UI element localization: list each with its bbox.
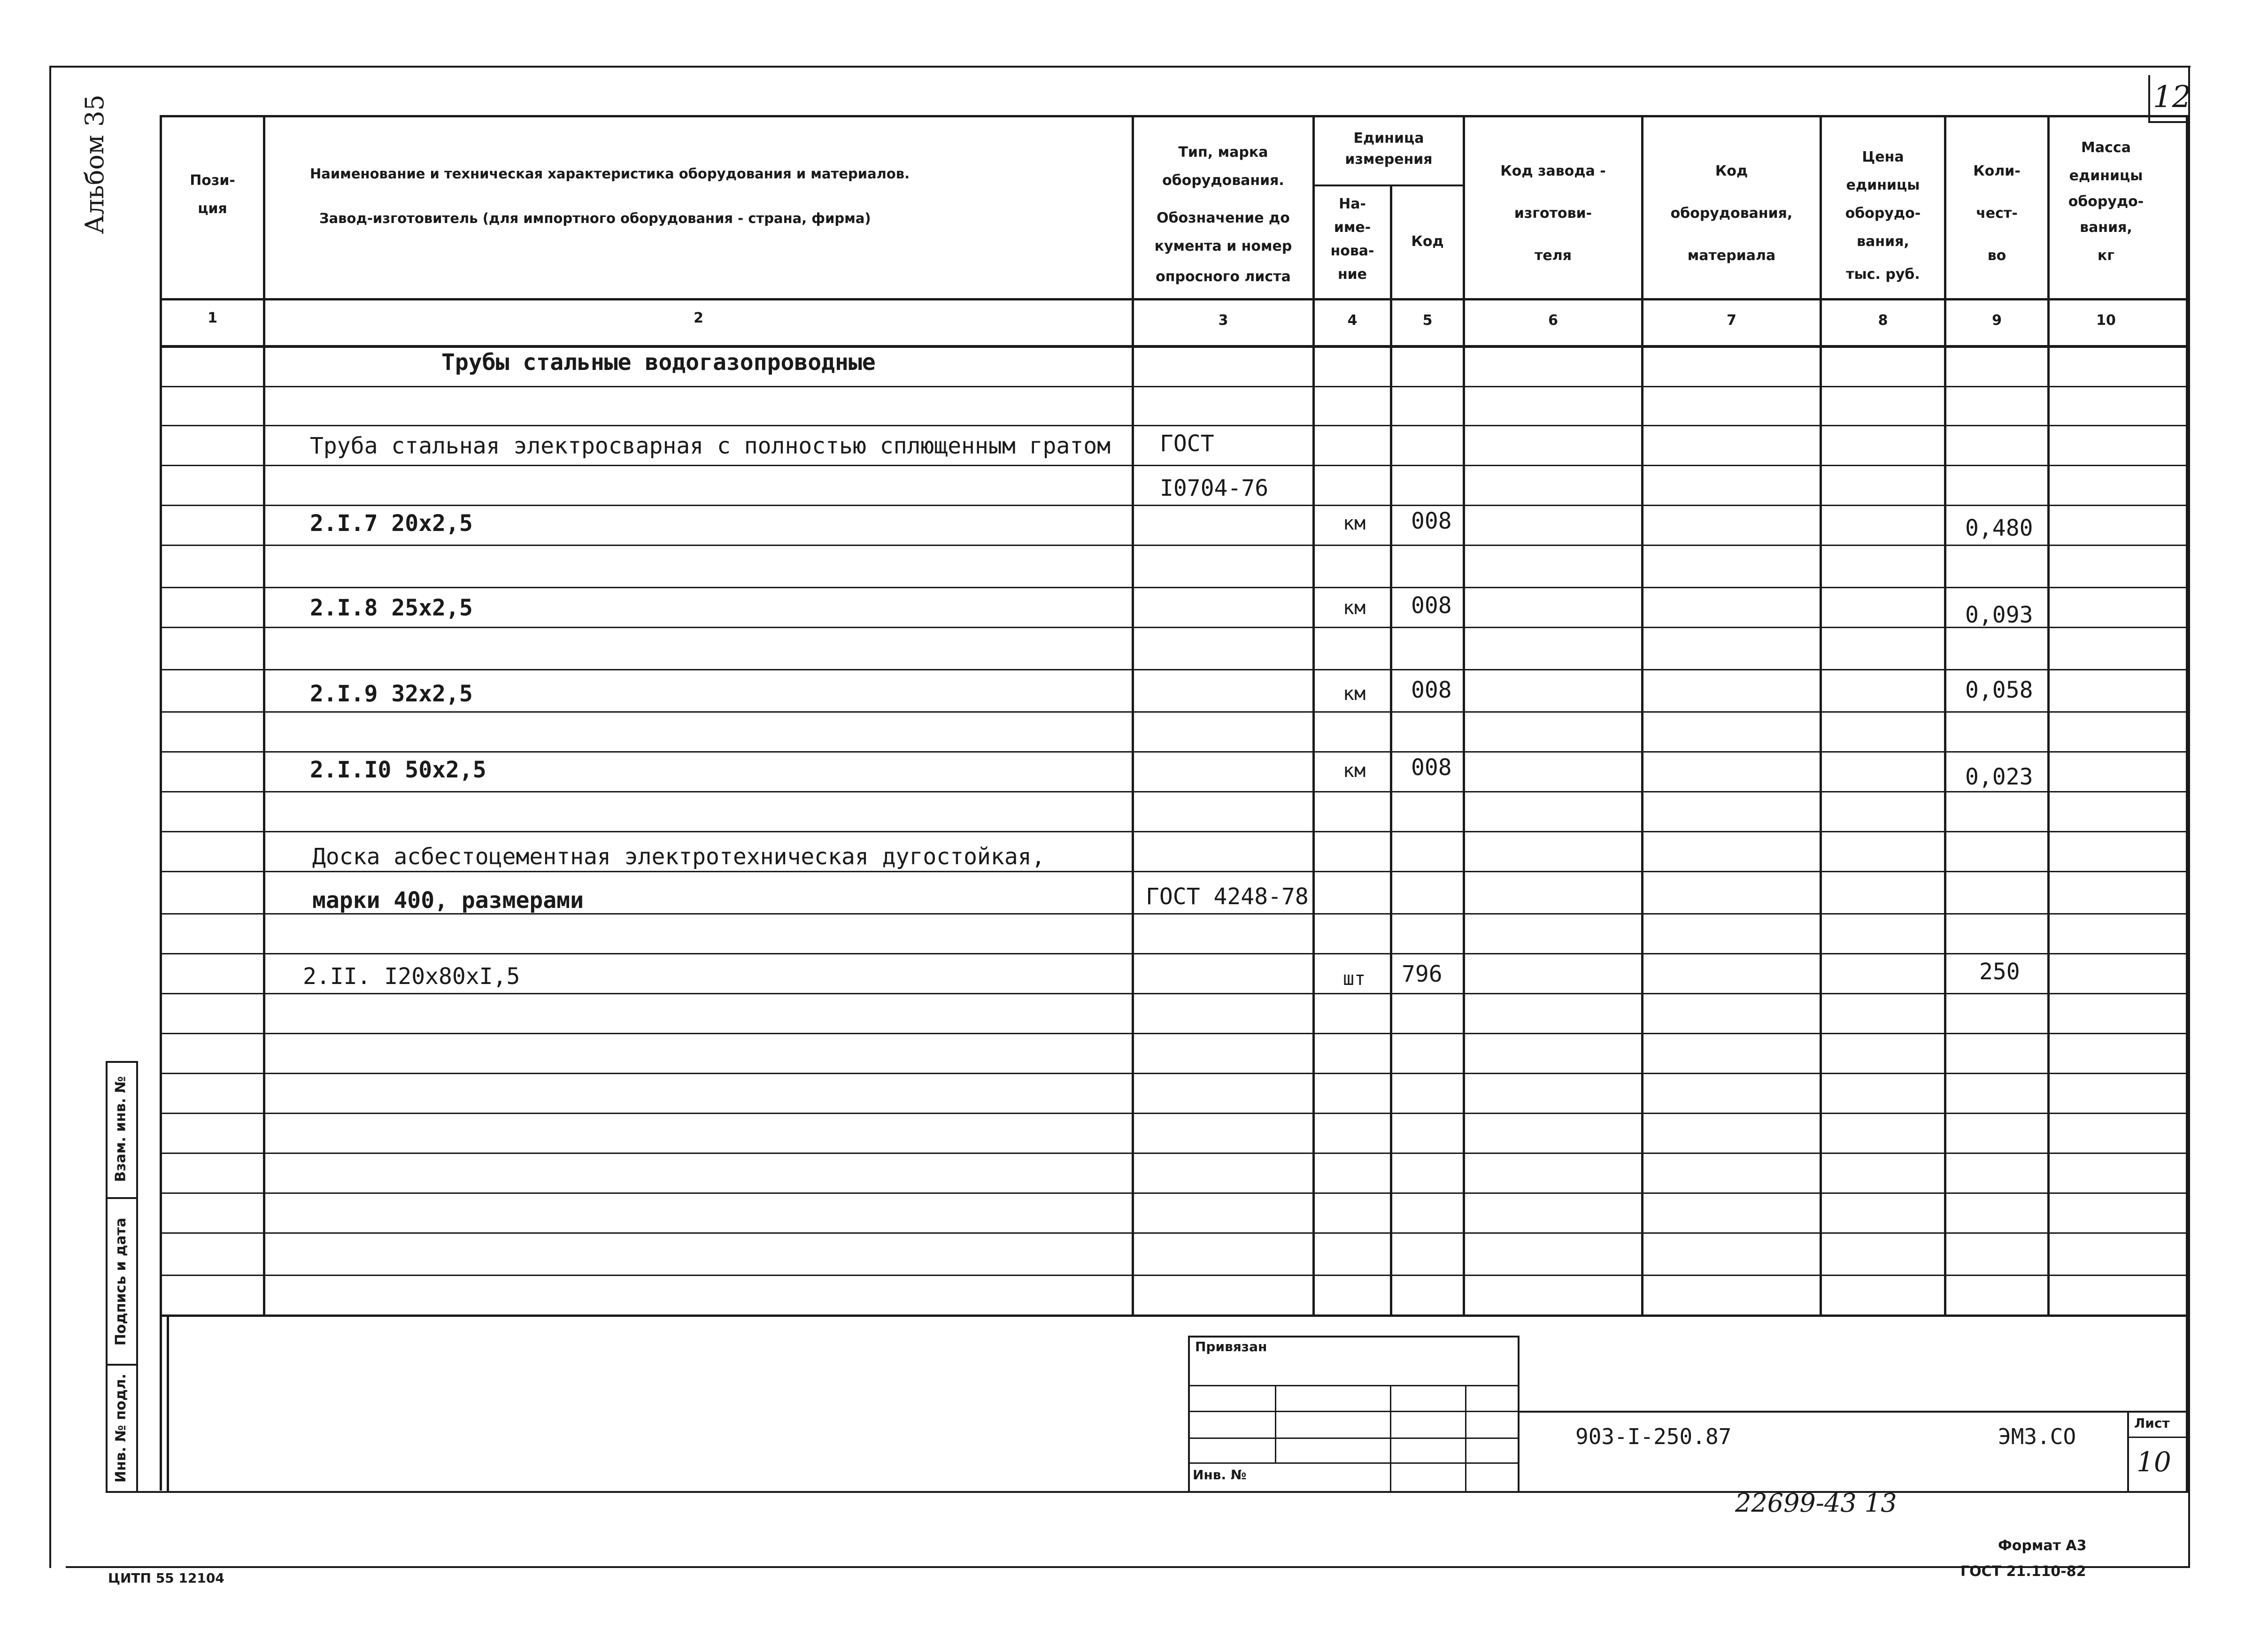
hdr-price-4: вания, [1857, 233, 1909, 250]
hdr-price-1: Цена [1862, 149, 1904, 165]
tb-col-1 [1275, 1385, 1276, 1462]
hdr-name-line2: Завод-изготовитель (для импортного оборудования - страна, фирма) [319, 210, 871, 226]
hdr-unit-name-3: нова- [1330, 243, 1374, 259]
table-body-bottom [160, 1314, 2188, 1317]
row-rule [162, 425, 2186, 426]
row-3-name: 2.I.7 20x2,5 [310, 510, 473, 537]
row-9-unit: шт [1343, 968, 1366, 990]
hdr-qty-3: во [1987, 247, 2006, 264]
hdr-equip-code-2: оборудования, [1670, 205, 1793, 222]
sheet-label: Лист [2134, 1415, 2170, 1431]
row-rule [162, 669, 2186, 670]
row-5-code: 008 [1411, 677, 1452, 703]
lower-block-left [167, 1314, 169, 1493]
tb-sheet-left [2127, 1411, 2129, 1493]
row-rule [162, 465, 2186, 466]
row-4-qty: 0,093 [1965, 602, 2033, 628]
tb-row-2 [1188, 1411, 1519, 1412]
hdr-unit-group-1: Единица [1353, 130, 1424, 146]
hdr-position-1: Пози- [190, 172, 235, 189]
hdr-equip-code-1: Код [1715, 163, 1748, 179]
handwritten-note: 22699-43 13 [1735, 1488, 1897, 1518]
hdr-mass-3: оборудо- [2068, 193, 2144, 210]
row-rule [162, 1113, 2186, 1114]
col-num-6: 6 [1548, 312, 1558, 329]
stamp-signature: Подпись и дата [113, 1217, 129, 1346]
hdr-type-2: оборудования. [1162, 172, 1284, 189]
col-sep-5 [1463, 115, 1465, 1317]
row-rule [162, 505, 2186, 506]
album-label: Альбом 35 [80, 94, 109, 234]
row-4-name: 2.I.8 25x2,5 [310, 595, 473, 621]
row-rule [162, 791, 2186, 792]
hdr-type-5: опросного листа [1156, 269, 1291, 285]
tb-top [1188, 1336, 1519, 1338]
hdr-mass-5: кг [2097, 247, 2115, 264]
row-5-qty: 0,058 [1965, 677, 2033, 703]
hdr-mass-1: Масса [2081, 139, 2131, 156]
tb-row-4 [1188, 1462, 1519, 1464]
stamp-linked: Привязан [1195, 1339, 1267, 1354]
side-strip-right [136, 1061, 138, 1493]
col-num-1: 1 [208, 310, 217, 326]
row-rule [162, 953, 2186, 954]
row-5-unit: км [1343, 683, 1366, 705]
format-label: Формат А3 [1998, 1537, 2087, 1554]
col-num-10: 10 [2096, 312, 2116, 329]
numbers-bottom [160, 345, 2188, 348]
header-bottom [160, 298, 2188, 300]
row-0-name: Трубы стальные водогазопроводные [441, 349, 876, 376]
hdr-unit-name-1: На- [1339, 196, 1366, 212]
row-1-name: Труба стальная электросварная с полностью сплющенным гратом [310, 433, 1111, 459]
row-rule [162, 871, 2186, 872]
hdr-type-4: кумента и номер [1154, 238, 1292, 254]
stamp-inv-no: Инв. № [1193, 1467, 1247, 1483]
row-8-name: марки 400, размерами [312, 887, 584, 914]
row-4-unit: км [1343, 597, 1366, 619]
outer-frame-right [2188, 66, 2190, 1568]
row-rule [162, 711, 2186, 713]
col-num-7: 7 [1727, 312, 1736, 329]
row-rule [162, 627, 2186, 628]
row-6-qty: 0,023 [1965, 764, 2033, 790]
hdr-unit-name-4: ние [1337, 266, 1367, 283]
doc-code: 903-I-250.87 [1575, 1424, 1732, 1449]
hdr-position-2: ция [198, 200, 227, 217]
page-box-bottom [2148, 121, 2188, 123]
tb-right [1518, 1336, 1520, 1493]
row-5-name: 2.I.9 32x2,5 [310, 681, 473, 707]
row-9-code: 796 [1402, 961, 1443, 987]
sheet-number: 10 [2137, 1446, 2171, 1478]
hdr-mass-2: единицы [2069, 168, 2143, 184]
col-sep-6 [1641, 115, 1643, 1317]
outer-frame-left [49, 66, 51, 1568]
col-num-4: 4 [1347, 312, 1358, 329]
col-num-3: 3 [1218, 312, 1228, 329]
row-3-code: 008 [1411, 508, 1452, 534]
hdr-name-line1: Наименование и техническая характеристика оборудования и материалов. [310, 166, 910, 182]
row-8-type: ГОСТ 4248-78 [1146, 884, 1309, 910]
tb-left [1188, 1336, 1190, 1493]
side-strip-left [106, 1061, 108, 1493]
printer-label: ЦИТП 55 12104 [108, 1570, 224, 1586]
row-3-unit: км [1343, 513, 1366, 534]
hdr-mfr-code-2: изготови- [1514, 205, 1592, 222]
hdr-mass-4: вания, [2080, 219, 2132, 236]
tb-col-2 [1390, 1385, 1391, 1493]
standard-label: ГОСТ 21.110-82 [1960, 1563, 2086, 1580]
row-rule [162, 1073, 2186, 1074]
hdr-unit-name-2: име- [1334, 219, 1371, 236]
col-sep-7 [1820, 115, 1822, 1317]
hdr-mfr-code-1: Код заводa - [1500, 163, 1606, 179]
hdr-unit-code: Код [1411, 233, 1444, 250]
row-rule [162, 1232, 2186, 1234]
table-top [160, 115, 2188, 117]
stamp-replace: Взам. инв. № [112, 1076, 129, 1182]
hdr-type-1: Тип, марка [1178, 144, 1268, 161]
row-rule [162, 587, 2186, 588]
row-rule [162, 1033, 2186, 1034]
row-1-type: ГОСТ [1160, 430, 1214, 457]
outer-frame-top [49, 66, 2191, 68]
stamp-inventory: Инв. № подл. [113, 1373, 129, 1483]
col-sep-8 [1944, 115, 1946, 1317]
row-rule [162, 831, 2186, 832]
tb-main-top [1518, 1411, 2188, 1413]
tb-row-3 [1188, 1437, 1519, 1439]
lower-block-right [2186, 115, 2188, 1493]
hdr-mfr-code-3: теля [1535, 247, 1572, 264]
row-7-name: Доска асбестоцементная электротехническая дугостойкая, [312, 844, 1045, 870]
row-6-unit: км [1343, 760, 1366, 782]
row-rule [162, 751, 2186, 753]
row-rule [162, 1153, 2186, 1154]
row-9-qty: 250 [1979, 959, 2020, 985]
row-rule [162, 386, 2186, 387]
hdr-qty-1: Коли- [1973, 163, 2021, 179]
side-strip-div-1 [106, 1197, 138, 1199]
col-num-9: 9 [1992, 312, 2002, 329]
hdr-price-5: тыс. руб. [1846, 266, 1920, 283]
doc-suffix: ЭМЗ.СО [1998, 1424, 2076, 1449]
row-9-name: 2.II. I20x80xI,5 [303, 963, 520, 990]
hdr-type-3: Обозначение до [1157, 210, 1290, 226]
col-num-2: 2 [694, 310, 703, 326]
page-number: 12 [2153, 80, 2191, 115]
hdr-unit-group-2: измерения [1345, 151, 1433, 168]
row-2-type: I0704-76 [1160, 475, 1269, 501]
tb-row-1 [1188, 1385, 1519, 1386]
col-sep-3 [1312, 115, 1315, 1317]
row-6-name: 2.I.I0 50x2,5 [310, 757, 486, 783]
row-rule [162, 1192, 2186, 1194]
tb-sheet-div [2127, 1437, 2188, 1438]
hdr-qty-2: чест- [1976, 205, 2018, 222]
unit-group-divider [1312, 184, 1465, 186]
row-rule [162, 545, 2186, 546]
col-sep-9 [2047, 115, 2050, 1317]
row-6-code: 008 [1411, 754, 1452, 781]
col-num-5: 5 [1422, 312, 1433, 329]
row-3-qty: 0,480 [1965, 515, 2033, 541]
row-4-code: 008 [1411, 592, 1452, 619]
col-num-8: 8 [1878, 312, 1888, 329]
tb-col-3 [1465, 1385, 1466, 1493]
hdr-equip-code-3: материала [1687, 247, 1776, 264]
outer-frame-bottom [66, 1566, 2190, 1568]
row-rule [162, 1275, 2186, 1276]
hdr-price-2: единицы [1846, 177, 1920, 193]
col-sep-1 [263, 115, 265, 1317]
hdr-price-3: оборудо- [1845, 205, 1921, 222]
col-sep-2 [1132, 115, 1134, 1317]
row-rule [162, 993, 2186, 994]
